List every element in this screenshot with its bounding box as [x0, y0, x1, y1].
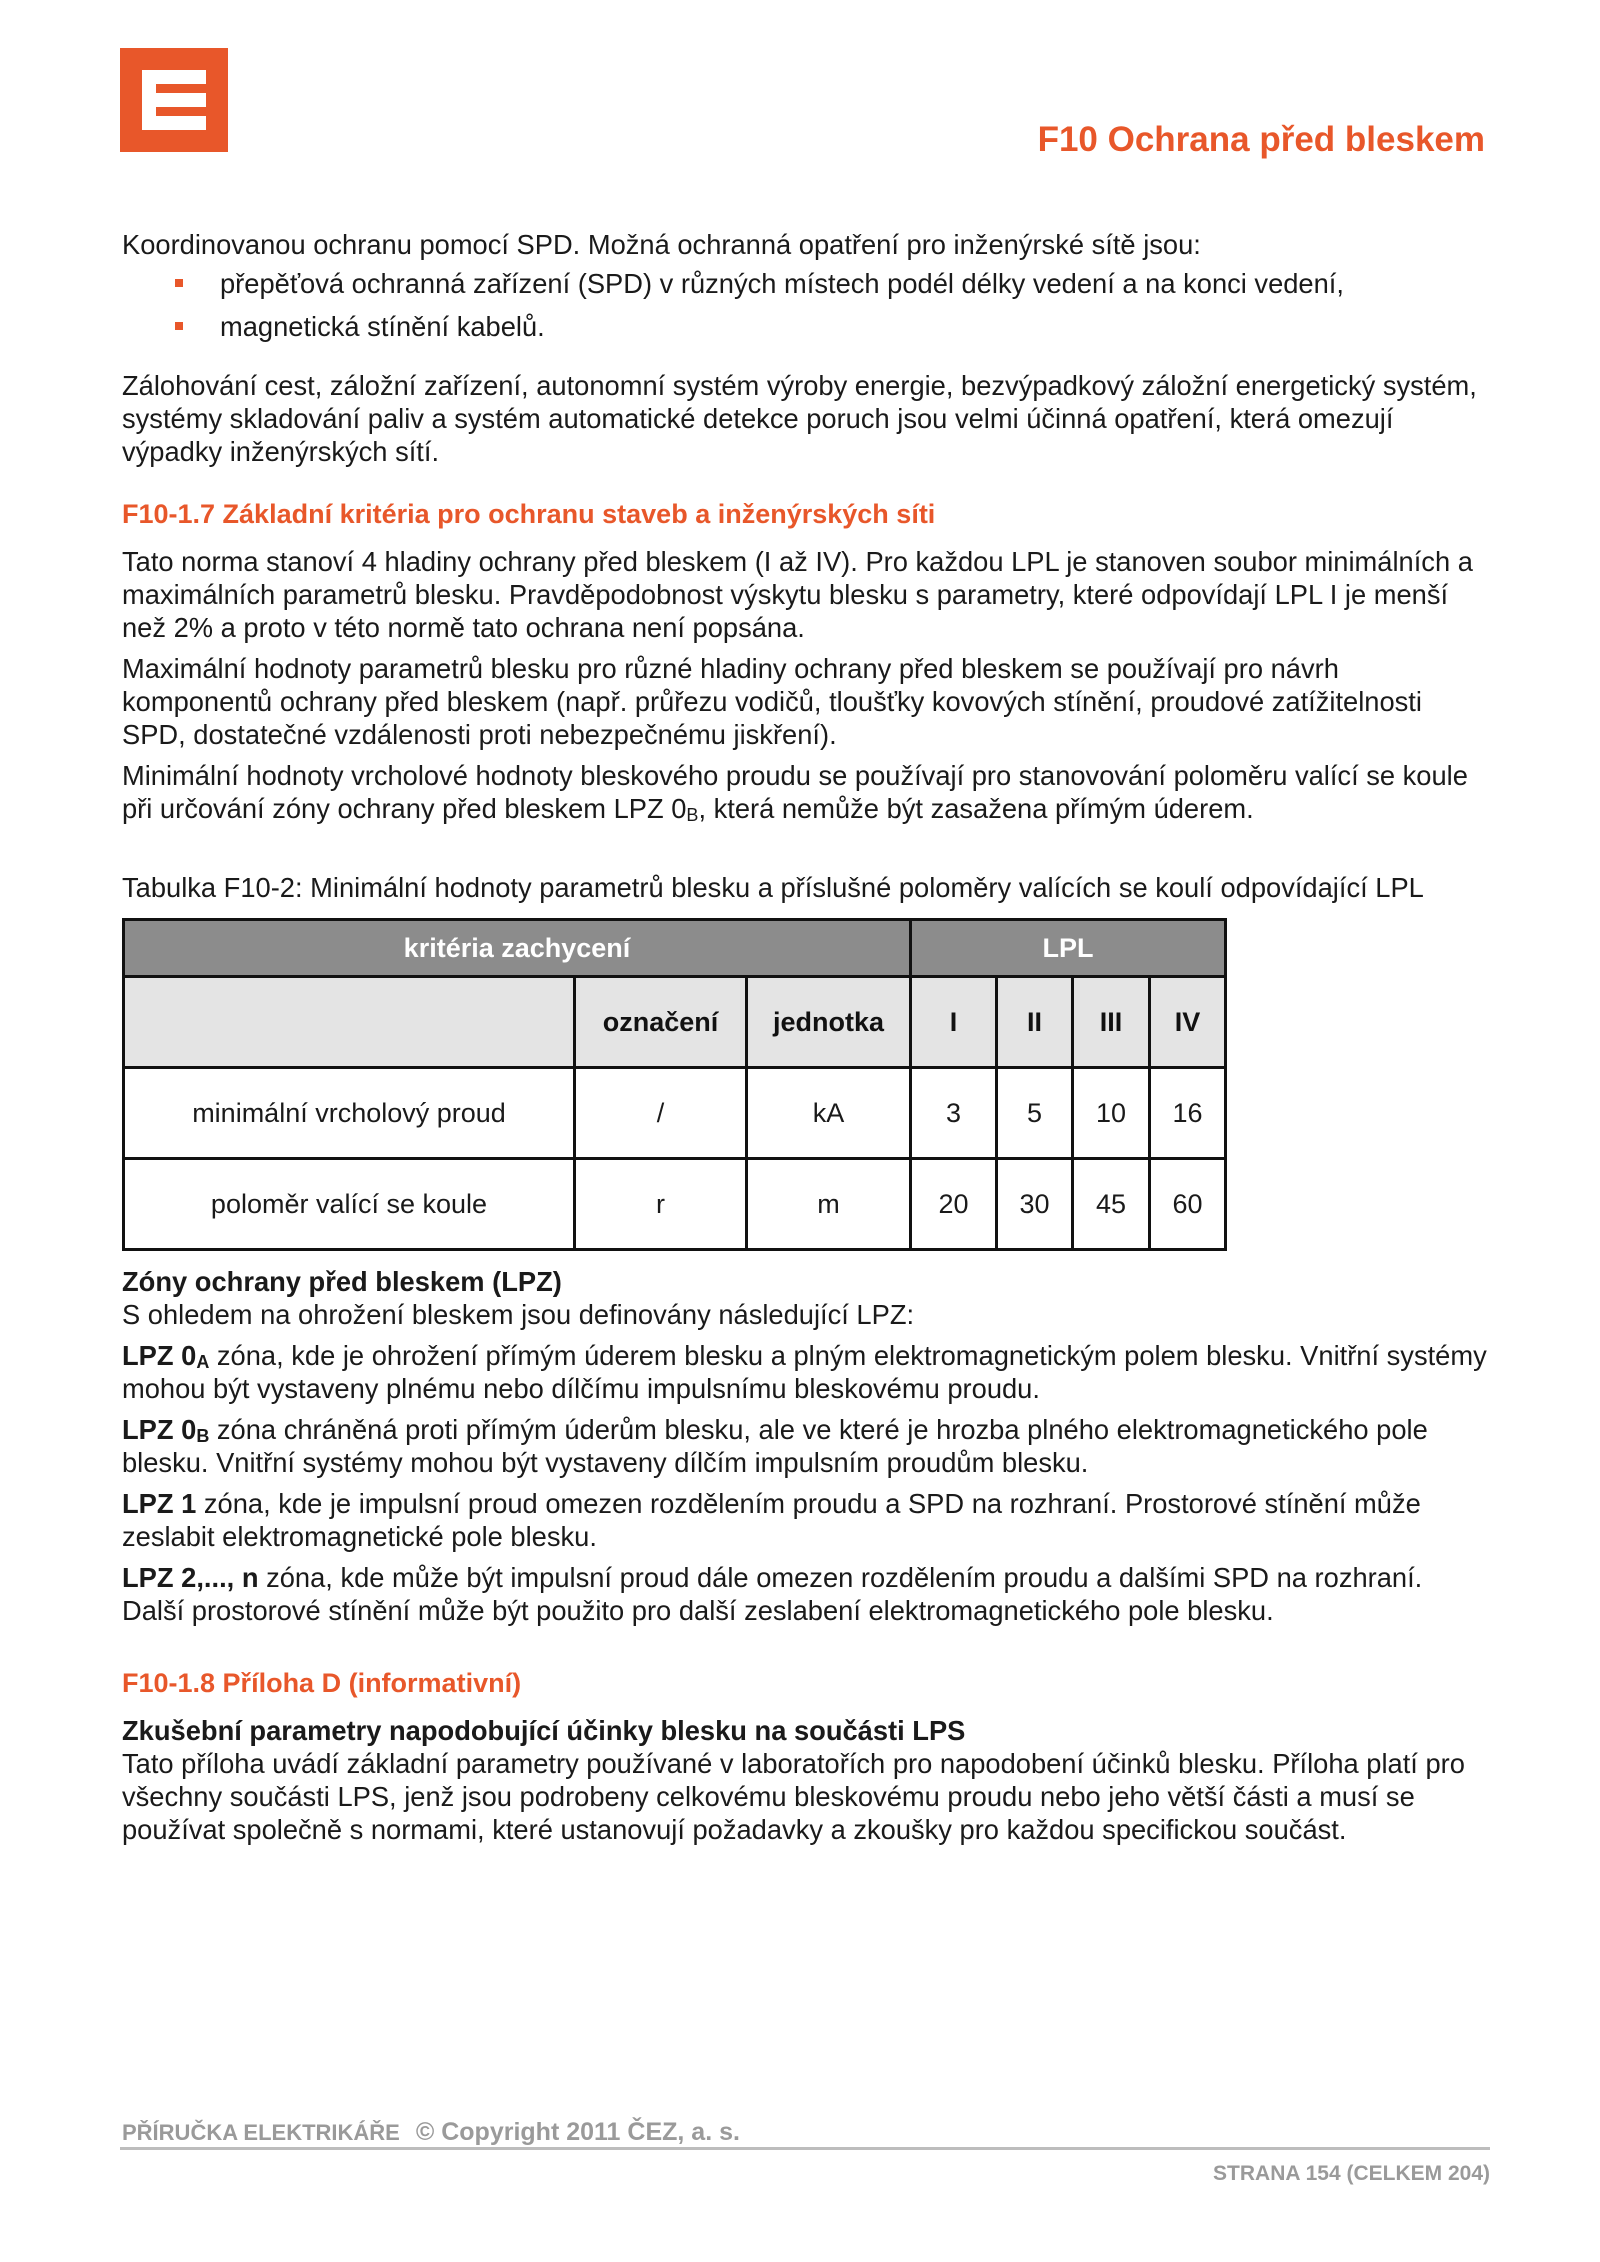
- paragraph-minimal-values: Minimální hodnoty vrcholové hodnoty bleskového proudu se používají pro stanovování poloměru valící se koule při určování zóny ochrany před bleskem LPZ $0_B$, která nemůže být zasažena přímým úderem.: [122, 760, 1468, 825]
- footer-left: [122, 2118, 740, 2147]
- lpz-item-0b: LPZ $0_B$ zóna chráněná proti přímým úderům blesku, ale ve které je hrozba plného elektromagnetického pole blesku. Vnitřní systémy mohou být vystaveny dílčím impulsním proudům blesku.: [122, 1414, 1428, 1478]
- paragraph-lpl-levels: Tato norma stanoví 4 hladiny ochrany před bleskem (I až IV). Pro každou LPL je stanoven soubor minimálních a maximálních parametrů blesku. Pravděpodobnost výskytu blesku s parametry, které odpovídají LPL I je menší než 2% a proto v této normě tato ochrana není popsána.: [122, 546, 1473, 643]
- section-heading-f10-1-7: F10-1.7 Základní kritéria pro ochranu staveb a inženýrských síti: [122, 499, 936, 529]
- column-header-lpl-1: I: [911, 977, 997, 1068]
- table-row: [124, 1068, 1226, 1159]
- cell-value: 30: [997, 1159, 1073, 1250]
- column-header-lpl-3: III: [1073, 977, 1150, 1068]
- column-header-symbol: označení: [575, 977, 747, 1068]
- page-content: [122, 228, 1492, 1846]
- row-symbol: /: [575, 1068, 747, 1159]
- footer-copyright: © Copyright 2011 ČEZ, a. s.: [415, 2118, 740, 2146]
- lpz-item-n: LPZ 2,..., n zóna, kde může být impulsní proud dále omezen rozdělením proudu a dalšími SPD na rozhraní.: [122, 1562, 1423, 1593]
- footer-divider: [120, 2147, 1490, 2150]
- footer-book-title: PŘÍRUČKA ELEKTRIKÁŘE: [122, 2120, 400, 2145]
- list-item: přepěťová ochranná zařízení (SPD) v různých místech podél délky vedení a na konci vedení,: [122, 267, 1492, 300]
- cez-logo: [120, 48, 228, 152]
- lpz-heading: Zóny ochrany před bleskem (LPZ): [122, 1266, 562, 1297]
- lpz-item-0a: LPZ $0_A$ zóna, kde je ohrožení přímým úderem blesku a plným elektromagnetickým polem blesku. Vnitřní systémy mohou být vystaveny plnému nebo dílčímu impulsnímu bleskovému proudu.: [122, 1340, 1487, 1404]
- intro-lead: Koordinovanou ochranu pomocí SPD. Možná ochranná opatření pro inženýrské sítě jsou:: [122, 229, 1201, 260]
- bullet-square-icon: [175, 279, 183, 287]
- annex-paragraph: Tato příloha uvádí základní parametry používané v laboratořích pro napodobení účinků blesku. Příloha platí pro všechny součásti LPS, jenž jsou podrobeny celkovému bleskovému proudu nebo jeho větší části a musí se používat společně s normami, které ustanovují požadavky a zkoušky pro každou specifickou součást.: [122, 1748, 1465, 1845]
- group-header-lpl: LPL: [911, 920, 1226, 977]
- row-symbol: r: [575, 1159, 747, 1250]
- lpz-intro: S ohledem na ohrožení bleskem jsou definovány následující LPZ:: [122, 1299, 915, 1330]
- bullet-square-icon: [175, 322, 183, 330]
- table-row: [124, 1159, 1226, 1250]
- chapter-title: F10 Ochrana před bleskem: [1037, 120, 1485, 159]
- measures-list: [122, 267, 1492, 343]
- table-group-header-row: [124, 920, 1226, 977]
- row-unit: m: [747, 1159, 911, 1250]
- row-label: poloměr valící se koule: [124, 1159, 575, 1250]
- column-header-empty: [124, 977, 575, 1068]
- group-header-criteria: kritéria zachycení: [124, 920, 911, 977]
- row-unit: kA: [747, 1068, 911, 1159]
- cell-value: 16: [1150, 1068, 1226, 1159]
- paragraph-maximal-values: Maximální hodnoty parametrů blesku pro různé hladiny ochrany před bleskem se používají pro návrh komponentů ochrany před bleskem (např. průřezu vodičů, tloušťky kovových stínění, proudové zatížitelnosti SPD, dostatečné vzdálenosti proti nebezpečnému jiskření).: [122, 653, 1422, 750]
- cell-value: 60: [1150, 1159, 1226, 1250]
- lpl-table: [122, 918, 1227, 1251]
- cell-value: 5: [997, 1068, 1073, 1159]
- footer-page-number: STRANA 154 (CELKEM 204): [1213, 2162, 1490, 2185]
- cell-value: 3: [911, 1068, 997, 1159]
- annex-subheading: Zkušební parametry napodobující účinky blesku na součásti LPS: [122, 1715, 966, 1746]
- table-caption: Tabulka F10-2: Minimální hodnoty parametrů blesku a příslušné poloměry valících se koulí odpovídající LPL: [122, 872, 1424, 903]
- section-heading-f10-1-8: F10-1.8 Příloha D (informativní): [122, 1668, 522, 1698]
- cell-value: 10: [1073, 1068, 1150, 1159]
- cell-value: 45: [1073, 1159, 1150, 1250]
- cell-value: 20: [911, 1159, 997, 1250]
- row-label: minimální vrcholový proud: [124, 1068, 575, 1159]
- table-header-row: [124, 977, 1226, 1068]
- column-header-lpl-2: II: [997, 977, 1073, 1068]
- column-header-lpl-4: IV: [1150, 977, 1226, 1068]
- lpz-item-1: LPZ 1 zóna, kde je impulsní proud omezen rozdělením proudu a SPD na rozhraní. Prostorové stínění může zeslabit elektromagnetické pole blesku.: [122, 1488, 1421, 1552]
- lpz-closing: Další prostorové stínění může být použito pro další zeslabení elektromagnetického pole blesku.: [122, 1595, 1274, 1626]
- column-header-unit: jednotka: [747, 977, 911, 1068]
- list-item: magnetická stínění kabelů.: [122, 310, 1492, 343]
- cez-logo-mark: [142, 70, 206, 130]
- backup-paragraph: Zálohování cest, záložní zařízení, autonomní systém výroby energie, bezvýpadkový záložní energetický systém, systémy skladování paliv a systém automatické detekce poruch jsou velmi účinná opatření, která omezují výpadky inženýrských sítí.: [122, 370, 1477, 467]
